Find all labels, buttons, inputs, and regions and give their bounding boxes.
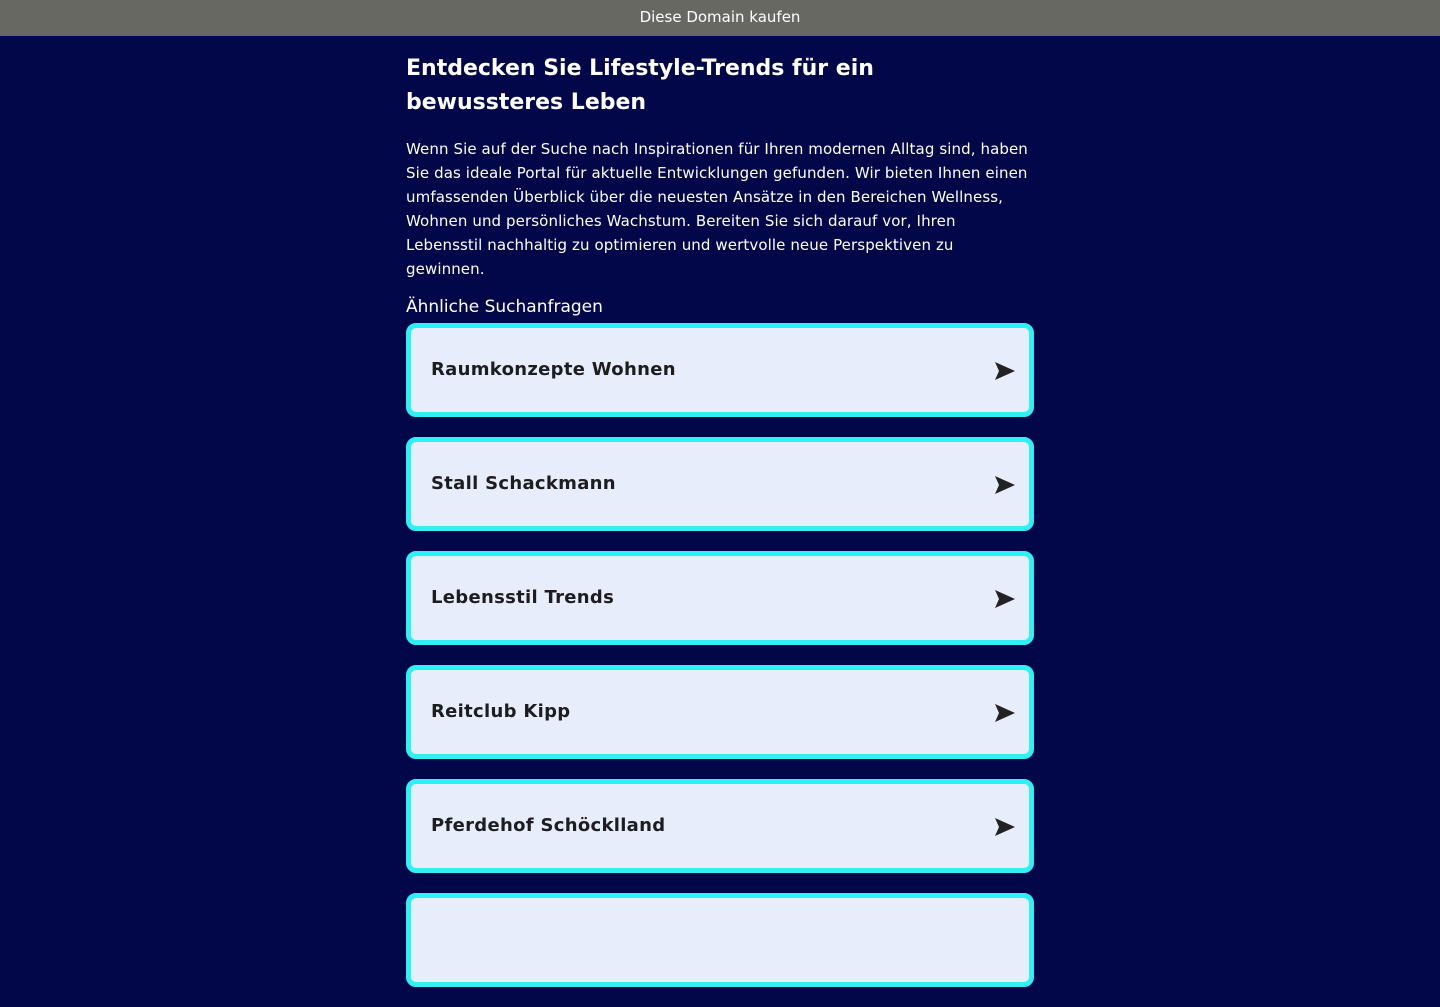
main-content xyxy=(406,36,1034,1007)
arrow-right-icon xyxy=(995,590,1015,608)
arrow-right-icon xyxy=(995,476,1015,494)
related-search-label: Lebensstil Trends xyxy=(431,587,615,608)
buy-domain-link[interactable] xyxy=(0,0,1440,36)
related-search-label: Pferdehof Schöcklland xyxy=(431,815,666,836)
related-search-item-partial[interactable] xyxy=(406,893,1034,987)
buy-domain-label: Diese Domain kaufen xyxy=(639,8,801,26)
related-search-label: Reitclub Kipp xyxy=(431,701,571,722)
related-search-item[interactable] xyxy=(406,551,1034,645)
related-search-item[interactable] xyxy=(406,323,1034,417)
related-search-label: Raumkonzepte Wohnen xyxy=(431,359,676,380)
related-searches-heading: Ähnliche Suchanfragen xyxy=(406,297,603,317)
related-search-item[interactable] xyxy=(406,779,1034,873)
arrow-right-icon xyxy=(995,362,1015,380)
arrow-right-icon xyxy=(995,818,1015,836)
arrow-right-icon xyxy=(995,704,1015,722)
related-search-item[interactable] xyxy=(406,437,1034,531)
related-searches-list xyxy=(406,323,1034,987)
page-title: Entdecken Sie Lifestyle-Trends für ein bewussteres Leben xyxy=(406,56,874,115)
intro-text: Wenn Sie auf der Suche nach Inspirationen für Ihren modernen Alltag sind, haben Sie das ideale Portal für aktuelle Entwicklungen gefunden. Wir bieten Ihnen einen umfassenden Überblick über die neuesten Ansätze in den Bereichen Wellness, Wohnen und persönliches Wachstum. Bereiten Sie sich darauf vor, Ihren Lebensstil nachhaltig zu optimieren und wertvolle neue Perspektiven zu gewinnen. xyxy=(406,140,1028,278)
related-search-label: Stall Schackmann xyxy=(431,473,616,494)
related-search-item[interactable] xyxy=(406,665,1034,759)
